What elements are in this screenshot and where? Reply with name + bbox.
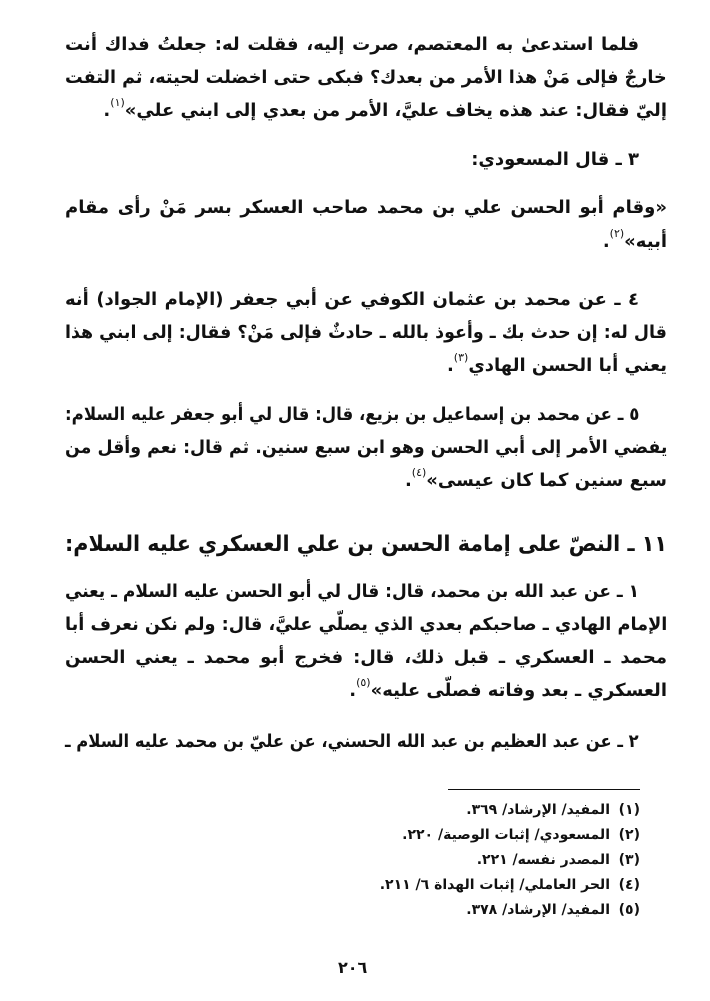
footnote: [380, 848, 640, 873]
footnote-text: المسعودي/ إثبات الوصية/ ٢٢٠.: [402, 827, 610, 843]
text-line: ٢ ـ عن عبد العظيم بن عبد الله الحسني، عن عليّ بن محمد عليه السلام ـ: [65, 731, 639, 752]
footnote-divider: [448, 789, 640, 790]
footnote-ref[interactable]: (٢): [609, 227, 625, 240]
text: أبيه»: [624, 231, 667, 252]
footnote: [380, 873, 640, 898]
footnote-number: (٢): [618, 827, 640, 843]
text-line: الإمام الهادي ـ صاحبكم بعدي الذي يصلّي عليَّ، قال: ولم نكن نعرف أبا: [64, 614, 667, 635]
text-line: ٥ ـ عن محمد بن إسماعيل بن بزيع، قال: قال لي أبو جعفر عليه السلام:: [64, 404, 639, 425]
footnote: [380, 823, 640, 848]
text-line: [65, 674, 667, 707]
text-line: [65, 464, 667, 497]
text-line: فلما استدعىٰ به المعتصم، صرت إليه، فقلت له: جعلتُ فداك أنت: [65, 34, 639, 55]
footnote-ref[interactable]: (١): [110, 96, 125, 109]
section-heading-text: ١١ ـ النصّ على إمامة الحسن بن علي العسكري عليه السلام:: [65, 532, 667, 557]
text-line: محمد ـ العسكري ـ قبل ذلك، قال: فخرج أبو محمد ـ يعني الحسن: [65, 647, 667, 668]
footnote-text: المفيد/ الإرشاد/ ٣٧٨.: [466, 902, 610, 918]
text-line: يفضي الأمر إلى أبي الحسن وهو ابن سبع سنين. ثم قال: نعم وأقل من: [64, 437, 667, 458]
footnote-text: المصدر نفسه/ ٢٢١.: [476, 852, 610, 868]
period: .: [404, 470, 412, 491]
footnote-ref[interactable]: (٤): [411, 466, 427, 479]
paragraph-7: [65, 725, 667, 758]
paragraph-5: [65, 398, 667, 497]
footnote-number: (٤): [618, 877, 640, 893]
text-line: ٣ ـ قال المسعودي:: [471, 149, 639, 170]
period: .: [349, 680, 357, 701]
period: .: [103, 100, 111, 121]
text: العسكري ـ بعد وفاته فصلّى عليه»: [370, 680, 667, 701]
text-line: خارجٌ فإلى مَنْ هذا الأمر من بعدك؟ فبكى حتى اخضلت لحيته، ثم التفت: [65, 67, 667, 88]
footnote: [380, 798, 640, 823]
text: يعني أبا الحسن الهادي: [468, 355, 667, 376]
footnote-number: (١): [618, 802, 640, 818]
footnote-text: المفيد/ الإرشاد/ ٣٦٩.: [466, 802, 610, 818]
footnote: [380, 898, 640, 923]
footnote-ref[interactable]: (٥): [356, 676, 371, 689]
text-line: [65, 225, 667, 259]
page-number: ٢٠٦: [338, 958, 368, 977]
paragraph-1: [65, 28, 667, 127]
text: سبع سنين كما كان عيسى»: [426, 470, 667, 491]
text-line: [65, 349, 667, 382]
period: .: [446, 355, 454, 376]
text-line: قال له: إن حدث بك ـ وأعوذ بالله ـ حادثٌ فإلى مَنْ؟ فقال: إلى ابني هذا: [65, 322, 667, 343]
text-line: «وقام أبو الحسن علي بن محمد صاحب العسكر بسر مَنْ رأى مقام: [65, 197, 667, 218]
period: .: [602, 231, 610, 252]
footnotes: [380, 798, 640, 923]
paragraph-3: [65, 191, 667, 259]
footnote-ref[interactable]: (٣): [453, 351, 469, 364]
paragraph-6: [65, 575, 667, 707]
text-line: [65, 94, 667, 127]
footnote-number: (٥): [618, 902, 640, 918]
paragraph-4: [65, 283, 667, 382]
footnote-text: الحر العاملي/ إثبات الهداة ٦/ ٢١١.: [379, 877, 610, 893]
footnote-number: (٣): [618, 852, 640, 868]
text: إليّ فقال: عند هذه يخاف عليَّ، الأمر من بعدي إلى ابني علي»: [124, 100, 667, 121]
text-line: ٤ ـ عن محمد بن عثمان الكوفي عن أبي جعفر (الإمام الجواد) أنه: [65, 289, 639, 310]
text-line: ١ ـ عن عبد الله بن محمد، قال: قال لي أبو الحسن عليه السلام ـ يعني: [64, 581, 639, 602]
section-heading: [65, 527, 667, 563]
paragraph-2: [65, 143, 667, 176]
